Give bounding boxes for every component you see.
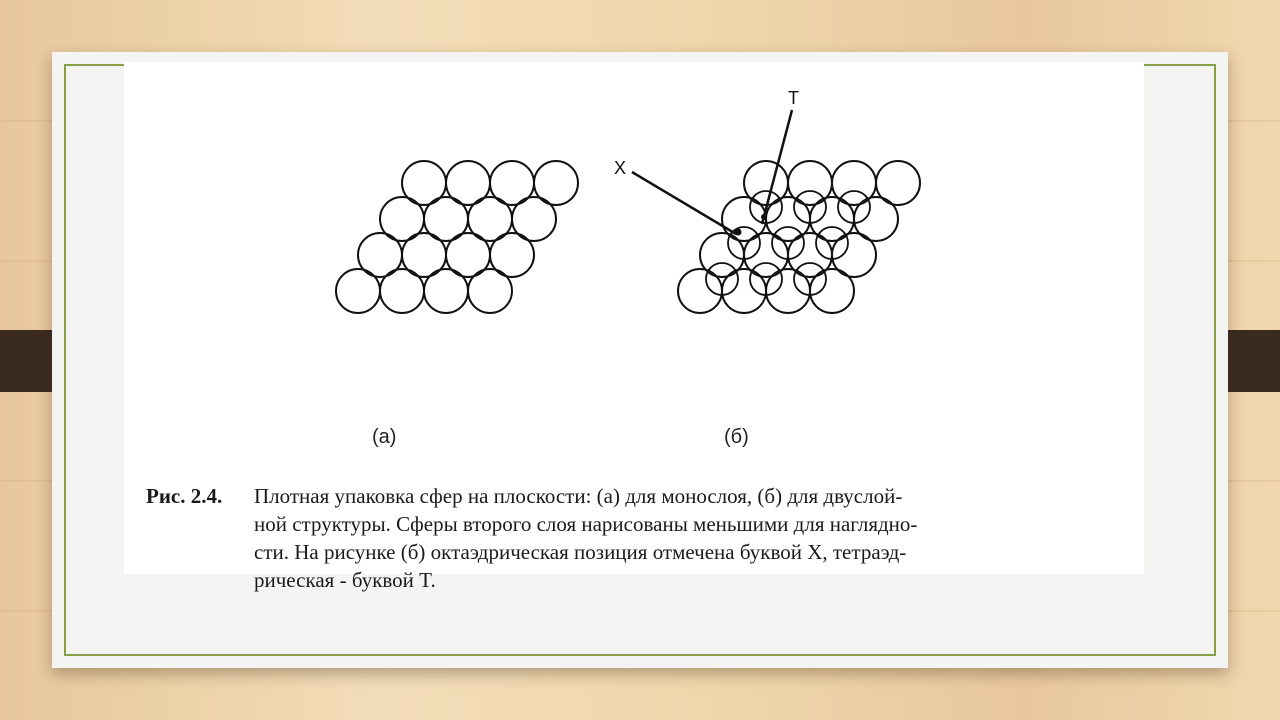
caption-line: сти. На рисунке (б) октаэдрическая позиция отмечена буквой X, тетраэд-	[254, 540, 907, 564]
caption-line: Плотная упаковка сфер на плоскости: (а) для монослоя, (б) для двуслой-	[254, 484, 903, 508]
sphere-layer1	[380, 269, 424, 313]
label-bilayer: (б)	[724, 426, 749, 448]
marker-x-label: X	[614, 158, 627, 178]
caption-line: ной структуры. Сферы второго слоя нарисованы меньшими для наглядно-	[254, 512, 918, 536]
sphere-layer1	[468, 269, 512, 313]
tetrahedral-marker	[761, 214, 767, 220]
figure-image	[124, 62, 1144, 592]
octahedral-marker	[735, 229, 742, 236]
packing-diagram	[124, 62, 1144, 422]
sphere-layer1	[424, 269, 468, 313]
sphere-layer1	[722, 269, 766, 313]
pointer-x-line	[632, 172, 736, 234]
monolayer-packing	[336, 161, 578, 313]
sphere-layer1	[810, 269, 854, 313]
caption-line: рическая - буквой T.	[254, 568, 436, 592]
sphere-layer1	[336, 269, 380, 313]
caption-text	[254, 482, 1126, 594]
marker-t-label: T	[788, 88, 799, 108]
bilayer-packing	[678, 161, 920, 313]
sphere-layer1	[678, 269, 722, 313]
sphere-layer1	[766, 269, 810, 313]
caption-number: Рис. 2.4.	[146, 484, 223, 508]
slide	[52, 52, 1228, 668]
label-monolayer: (а)	[372, 426, 397, 448]
pointer-t-line	[762, 110, 792, 224]
